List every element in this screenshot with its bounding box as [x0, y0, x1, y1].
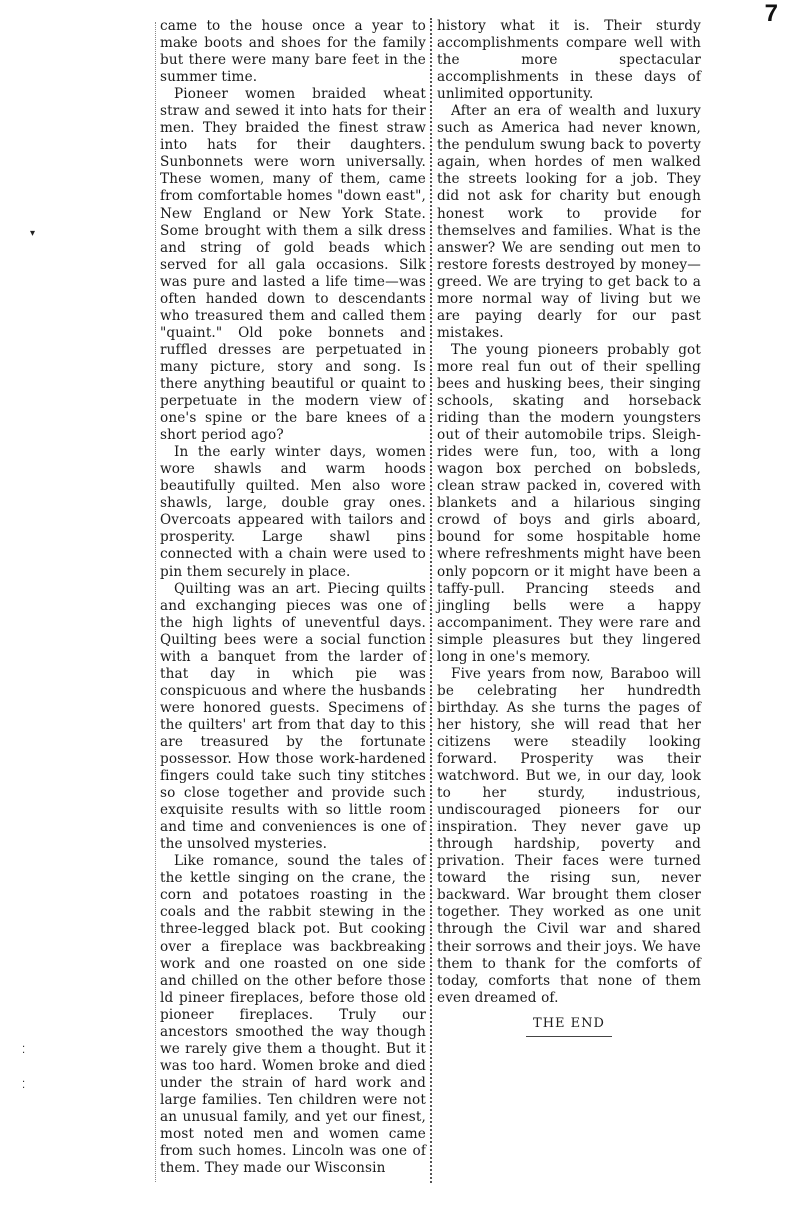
left-paragraph-1: came to the house once a year to make boots and shoes for the family but there were many bare feet in the summer time. [160, 18, 426, 86]
right-column [437, 18, 701, 1037]
right-paragraph-2: After an era of wealth and luxury such as America had never known, the pendulum swung back to poverty again, when hordes of men walked the streets looking for a job. They did not ask for charity but enough honest work to provide for themselves and families. What is the answer? We are sending out men to restore forests destroyed by money—greed. We are trying to get back to a more normal way of living but we are paying dearly for our past mistakes. [437, 103, 701, 341]
left-paragraph-2: Pioneer women braided wheat straw and sewed it into hats for their men. They braided the finest straw into hats for their daughters. Sunbonnets were worn universally. These women, many of them, came from comfortable homes "down east", New England or New York State. Some brought with them a silk dress and string of gold beads which served for all gala occasions. Silk was pure and lasted a life time—was often handed down to descendants who treasured them and called them "quaint." Old poke bonnets and ruffled dresses are perpetuated in many picture, story and song. Is there anything beautiful or quaint to perpetuate in the modern view of one's spine or the bare knees of a short period ago? [160, 86, 426, 444]
end-rule [526, 1036, 612, 1037]
left-paragraph-5: Like romance, sound the tales of the kettle singing on the crane, the corn and potatoes roasting in the coals and the rabbit stewing in the three-legged black pot. But cooking over a fireplace was backbreaking work and one roasted on one side and chilled on the other before those ld pineer fireplaces, before those old pioneer fireplaces. Truly our ancestors smoothed the way though we rarely give them a thought. But it was too hard. Women broke and died under the strain of hard work and large families. Ten children were not an unusual family, and yet our finest, most noted men and women came from such homes. Lincoln was one of them. They made our Wisconsin [160, 853, 426, 1177]
right-paragraph-4: Five years from now, Baraboo will be celebrating her hundredth birthday. As she turns the pages of her history, she will read that her citizens were steadily looking forward. Prosperity was their watchword. But we, in our day, look to her sturdy, industrious, undiscouraged pioneers for our inspiration. They never gave up through hardship, poverty and privation. Their faces were turned toward the rising sun, never backward. War brought them closer together. They worked as one unit through the Civil war and shared their sorrows and their joys. We have them to thank for the comforts of today, comforts that none of them even dreamed of. [437, 665, 701, 1006]
left-paragraph-3: In the early winter days, women wore shawls and warm hoods beautifully quilted. Men also wore shawls, large, double gray ones. Overcoats appeared with tailors and prosperity. Large shawl pins connected with a chain were used to pin them securely in place. [160, 444, 426, 580]
the-end-heading: THE END [533, 1015, 605, 1031]
margin-mark: ⁚ [22, 1045, 26, 1056]
right-paragraph-3: The young pioneers probably got more real fun out of their spelling bees and husking bees, their singing schools, skating and horseback riding than the modern youngsters out of their automobile trips. Sleigh-rides were fun, too, with a long wagon box perched on bobsleds, clean straw packed in, covered with blankets and a hilarious singing crowd of boys and girls aboard, bound for some hospitable home where refreshments might have been only popcorn or it might have been a taffy-pull. Prancing steeds and jingling bells were a happy accompaniment. They were rare and simple pleasures but they lingered long in one's memory. [437, 341, 701, 665]
page-number: 7 [764, 0, 778, 27]
column-divider [430, 18, 432, 1183]
left-column-margin-rule [155, 22, 156, 1182]
margin-mark: ⁚ [22, 1080, 26, 1091]
right-paragraph-1: history what it is. Their sturdy accomplishments compare well with the more spectacular accomplishments in these days of unlimited opportunity. [437, 18, 701, 103]
left-column [160, 18, 426, 1177]
margin-mark: ▾ [30, 228, 36, 239]
left-paragraph-4: Quilting was an art. Piecing quilts and exchanging pieces was one of the high lights of uneventful days. Quilting bees were a social function with a banquet from the larder of that day in which pie was conspicuous and where the husbands were honored guests. Specimens of the quilters' art from that day to this are treasured by the fortunate possessor. How those work-hardened fingers could take such tiny stitches so close together and provide such exquisite results with so little room and time and conveniences is one of the unsolved mysteries. [160, 580, 426, 853]
